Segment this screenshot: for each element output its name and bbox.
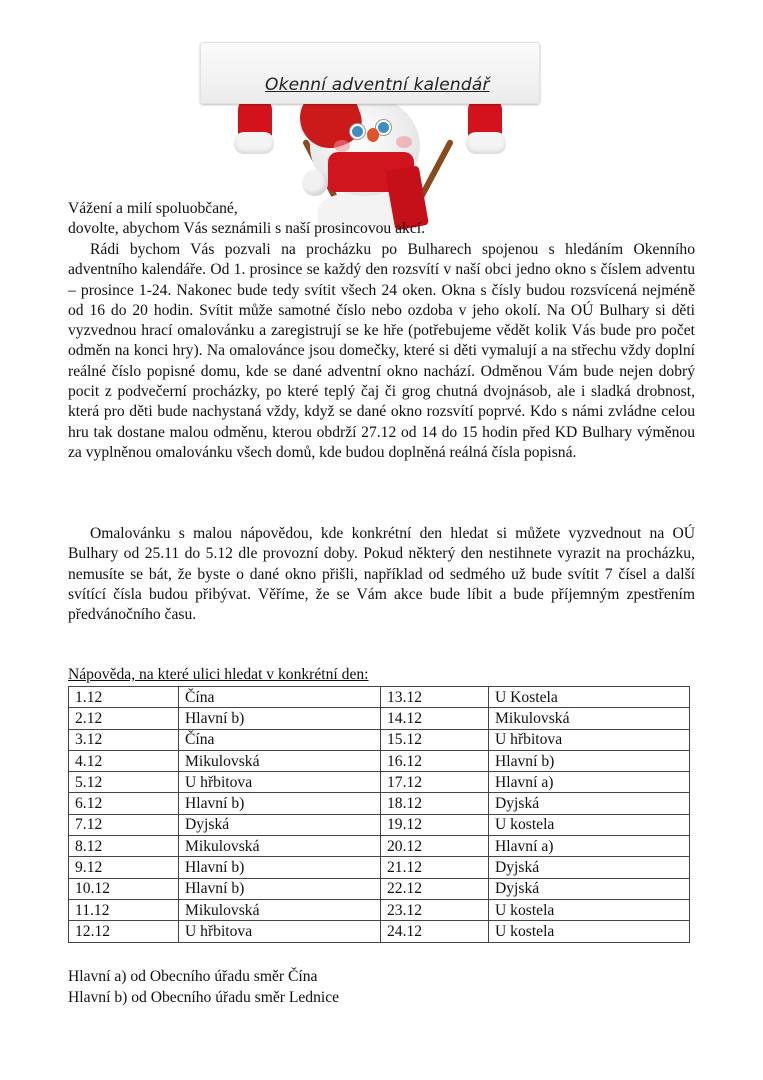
sign-board	[200, 42, 540, 104]
date-cell: 5.12	[69, 772, 179, 793]
date-cell: 16.12	[381, 750, 489, 771]
street-cell: Čína	[179, 729, 381, 750]
table-row	[69, 750, 690, 771]
street-cell: Hlavní b)	[179, 708, 381, 729]
street-cell: U kostela	[489, 921, 690, 942]
street-cell: U hřbitova	[489, 729, 690, 750]
date-cell: 7.12	[69, 814, 179, 835]
carrot-nose	[367, 128, 379, 142]
table-row	[69, 878, 690, 899]
street-cell: Mikulovská	[179, 899, 381, 920]
street-cell: Dyjská	[489, 857, 690, 878]
street-cell: Hlavní a)	[489, 772, 690, 793]
street-cell: Čína	[179, 687, 381, 708]
date-cell: 6.12	[69, 793, 179, 814]
street-cell: Mikulovská	[489, 708, 690, 729]
left-cheek	[334, 140, 350, 152]
date-cell: 3.12	[69, 729, 179, 750]
date-cell: 17.12	[381, 772, 489, 793]
date-cell: 20.12	[381, 836, 489, 857]
street-cell: U kostela	[489, 814, 690, 835]
street-cell: Dyjská	[489, 793, 690, 814]
street-cell: Hlavní b)	[179, 857, 381, 878]
date-cell: 1.12	[69, 687, 179, 708]
street-cell: U Kostela	[489, 687, 690, 708]
street-cell: U kostela	[489, 899, 690, 920]
date-cell: 19.12	[381, 814, 489, 835]
street-cell: Dyjská	[489, 878, 690, 899]
left-eye	[350, 124, 365, 139]
street-notes	[68, 966, 339, 1008]
street-cell: Hlavní b)	[489, 750, 690, 771]
date-cell: 23.12	[381, 899, 489, 920]
table-row	[69, 772, 690, 793]
date-cell: 2.12	[69, 708, 179, 729]
street-cell: Mikulovská	[179, 750, 381, 771]
date-cell: 10.12	[69, 878, 179, 899]
street-cell: Mikulovská	[179, 836, 381, 857]
street-cell: Hlavní b)	[179, 878, 381, 899]
date-cell: 9.12	[69, 857, 179, 878]
table-row	[69, 793, 690, 814]
greeting-line-1: Vážení a milí spoluobčané,	[68, 200, 238, 217]
note-hlavni-a: Hlavní a) od Obecního úřadu směr Čína	[68, 968, 318, 985]
paragraph-coloring-book: Omalovánku s malou nápovědou, kde konkrétní den hledat si můžete vyzvednout na OÚ Bulhary od 25.11 do 5.12 dle provozní doby. Pokud některý den nestihnete vyrazit na procházku, nemusíte se bát, že byste o dané okno přišli, například od sedmého už bude svítit 7 čísel a další svítící čísla budou přibývat. Věříme, že se Vám akce bude líbit a bude příjemným zpestřením předvánočního času.	[68, 525, 695, 624]
table-row	[69, 857, 690, 878]
table-row	[69, 708, 690, 729]
hat-pompom	[302, 170, 328, 196]
date-cell: 13.12	[381, 687, 489, 708]
street-cell: Hlavní a)	[489, 836, 690, 857]
street-cell: U hřbitova	[179, 772, 381, 793]
table-row	[69, 836, 690, 857]
note-hlavni-b: Hlavní b) od Obecního úřadu směr Lednice	[68, 989, 340, 1006]
left-mitten-cuff	[234, 132, 274, 154]
greeting-line-2: dovolte, abychom Vás seznámili s naší prosincovou akcí.	[68, 220, 425, 238]
hints-heading: Nápověda, na které ulici hledat v konkrétní den:	[68, 666, 369, 683]
hints-table	[68, 686, 690, 943]
date-cell: 21.12	[381, 857, 489, 878]
date-cell: 4.12	[69, 750, 179, 771]
right-cheek	[396, 136, 412, 148]
table-row	[69, 729, 690, 750]
page-title: Okenní adventní kalendář	[265, 75, 490, 95]
table-row	[69, 814, 690, 835]
paragraph-intro: Rádi bychom Vás pozvali na procházku po Bulharech spojenou s hledáním Okenního adventního kalendáře. Od 1. prosince se každý den rozsvítí v naší obci jedno okno s číslem adventu – prosince 1-24. Nakonec bude tedy svítit všech 24 oken. Okna s čísly budou rozsvícená nejméně od 16 do 20 hodin. Svítit může samotné číslo nebo ozdoba v jeho okolí. Na OÚ Bulhary si děti vyzvednou hrací omalovánku a zaregistrují se ke hře (potřebujeme vědět kolik Vás bude pro počet odměn na konci hry). Na omalovánce jsou domečky, které si děti vymalují a na střechu vždy doplní reálné číslo popisné domu, kde se dané adventní okno nachází. Odměnou Vám bude nejen dobrý pocit z podvečerní procházky, po které teplý čaj či grog chutná dvojnásob, ale i sladká drobnost, která pro děti bude nachystaná vždy, když se dané okno rozsvítí poprvé. Kdo s námi zvládne celou hru tak dostane malou odměnu, kterou obdrží 27.12 od 14 do 15 hodin před KD Bulhary výměnou za vyplněnou omalovánku všech domů, kde budou doplněná reálná čísla popisná.	[68, 241, 695, 461]
table-row	[69, 687, 690, 708]
street-cell: Hlavní b)	[179, 793, 381, 814]
date-cell: 15.12	[381, 729, 489, 750]
right-mitten-cuff	[466, 132, 506, 154]
table-row	[69, 921, 690, 942]
date-cell: 14.12	[381, 708, 489, 729]
date-cell: 12.12	[69, 921, 179, 942]
date-cell: 11.12	[69, 899, 179, 920]
table-row	[69, 899, 690, 920]
date-cell: 24.12	[381, 921, 489, 942]
date-cell: 8.12	[69, 836, 179, 857]
greeting	[68, 199, 695, 240]
street-cell: U hřbitova	[179, 921, 381, 942]
date-cell: 18.12	[381, 793, 489, 814]
date-cell: 22.12	[381, 878, 489, 899]
street-cell: Dyjská	[179, 814, 381, 835]
